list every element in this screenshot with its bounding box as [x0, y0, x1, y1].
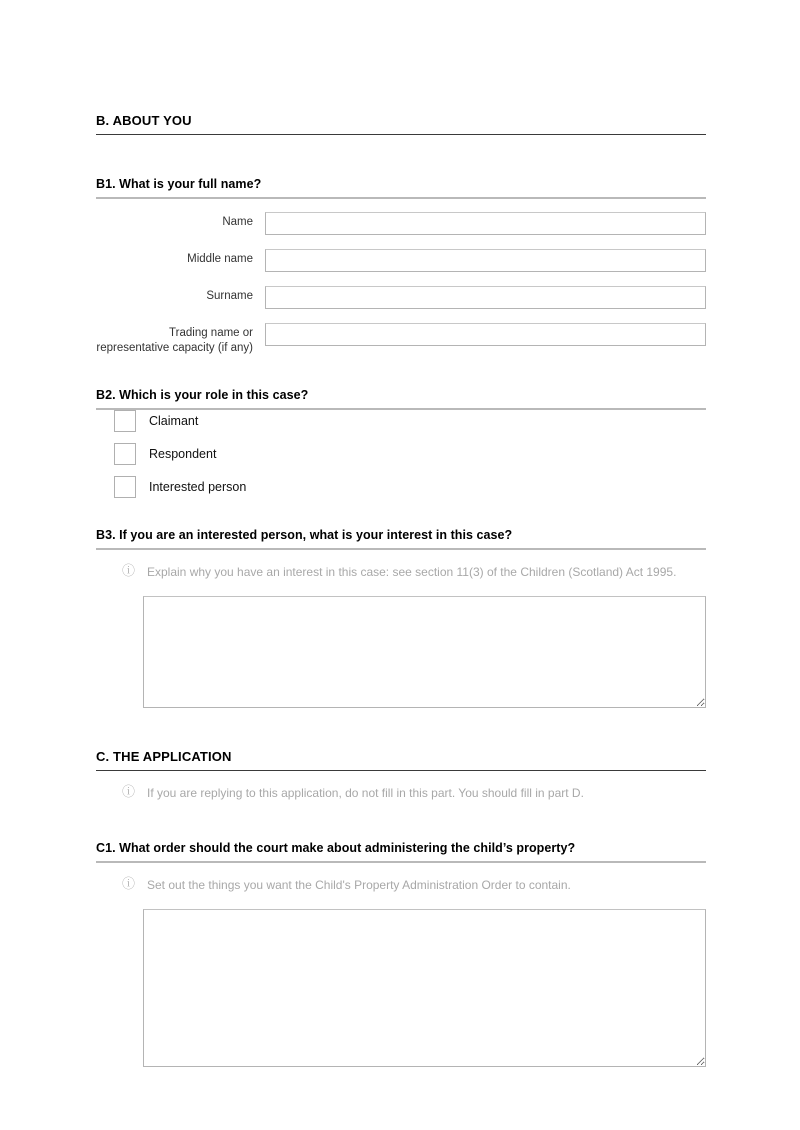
hint-b3: [122, 562, 706, 582]
field-label-name: Name: [222, 216, 253, 228]
answer-textarea-b3[interactable]: [143, 596, 706, 708]
field-row-trading-name: [96, 323, 706, 356]
name-input[interactable]: [265, 212, 706, 235]
spacer: [96, 135, 706, 177]
spacer: [96, 509, 706, 528]
field-row-middle-name: [96, 249, 706, 272]
field-row-name: [96, 212, 706, 235]
answer-wrap-c1: [143, 895, 706, 1072]
answer-textarea-c1[interactable]: [143, 909, 706, 1067]
hint-text-section-c: If you are replying to this application, do not fill in this part. You should fill in part D.: [147, 786, 584, 800]
field-label-middle-name: Middle name: [187, 253, 253, 265]
hint-section-c: [122, 783, 706, 803]
section-heading-about-you: B. ABOUT YOU: [96, 113, 706, 135]
field-row-surname: [96, 286, 706, 309]
spacer: [96, 803, 706, 841]
checkbox-claimant[interactable]: [114, 410, 136, 432]
question-heading-b2: B2. Which is your role in this case?: [96, 388, 706, 410]
checkbox-row-interested-person[interactable]: [96, 476, 706, 498]
spacer: [96, 199, 706, 212]
checkbox-row-respondent[interactable]: [96, 443, 706, 465]
field-label-trading-name: Trading name or representative capacity (if any): [96, 327, 253, 354]
question-heading-b3: B3. If you are an interested person, what is your interest in this case?: [96, 528, 706, 550]
trading-name-input[interactable]: [265, 323, 706, 346]
hint-text-c1: Set out the things you want the Child's Property Administration Order to contain.: [147, 878, 571, 892]
spacer: [96, 370, 706, 388]
checkbox-label-interested-person: Interested person: [149, 479, 247, 494]
checkbox-label-claimant: Claimant: [149, 413, 199, 428]
info-icon: ⓘ: [122, 784, 136, 799]
form-page: [96, 113, 706, 1072]
section-heading-the-application: C. THE APPLICATION: [96, 749, 706, 771]
checkbox-interested-person[interactable]: [114, 476, 136, 498]
spacer: [96, 713, 706, 749]
hint-c1: [122, 875, 706, 895]
surname-input[interactable]: [265, 286, 706, 309]
info-icon: ⓘ: [122, 876, 136, 891]
middle-name-input[interactable]: [265, 249, 706, 272]
question-heading-b1: B1. What is your full name?: [96, 177, 706, 199]
checkbox-respondent[interactable]: [114, 443, 136, 465]
answer-wrap-b3: [143, 582, 706, 713]
info-icon: ⓘ: [122, 563, 136, 578]
field-label-surname: Surname: [206, 290, 253, 302]
question-heading-c1: C1. What order should the court make about administering the child’s property?: [96, 841, 706, 863]
hint-text-b3: Explain why you have an interest in this case: see section 11(3) of the Children (Scotland) Act 1995.: [147, 565, 677, 579]
checkbox-row-claimant[interactable]: [96, 410, 706, 432]
checkbox-label-respondent: Respondent: [149, 446, 217, 461]
